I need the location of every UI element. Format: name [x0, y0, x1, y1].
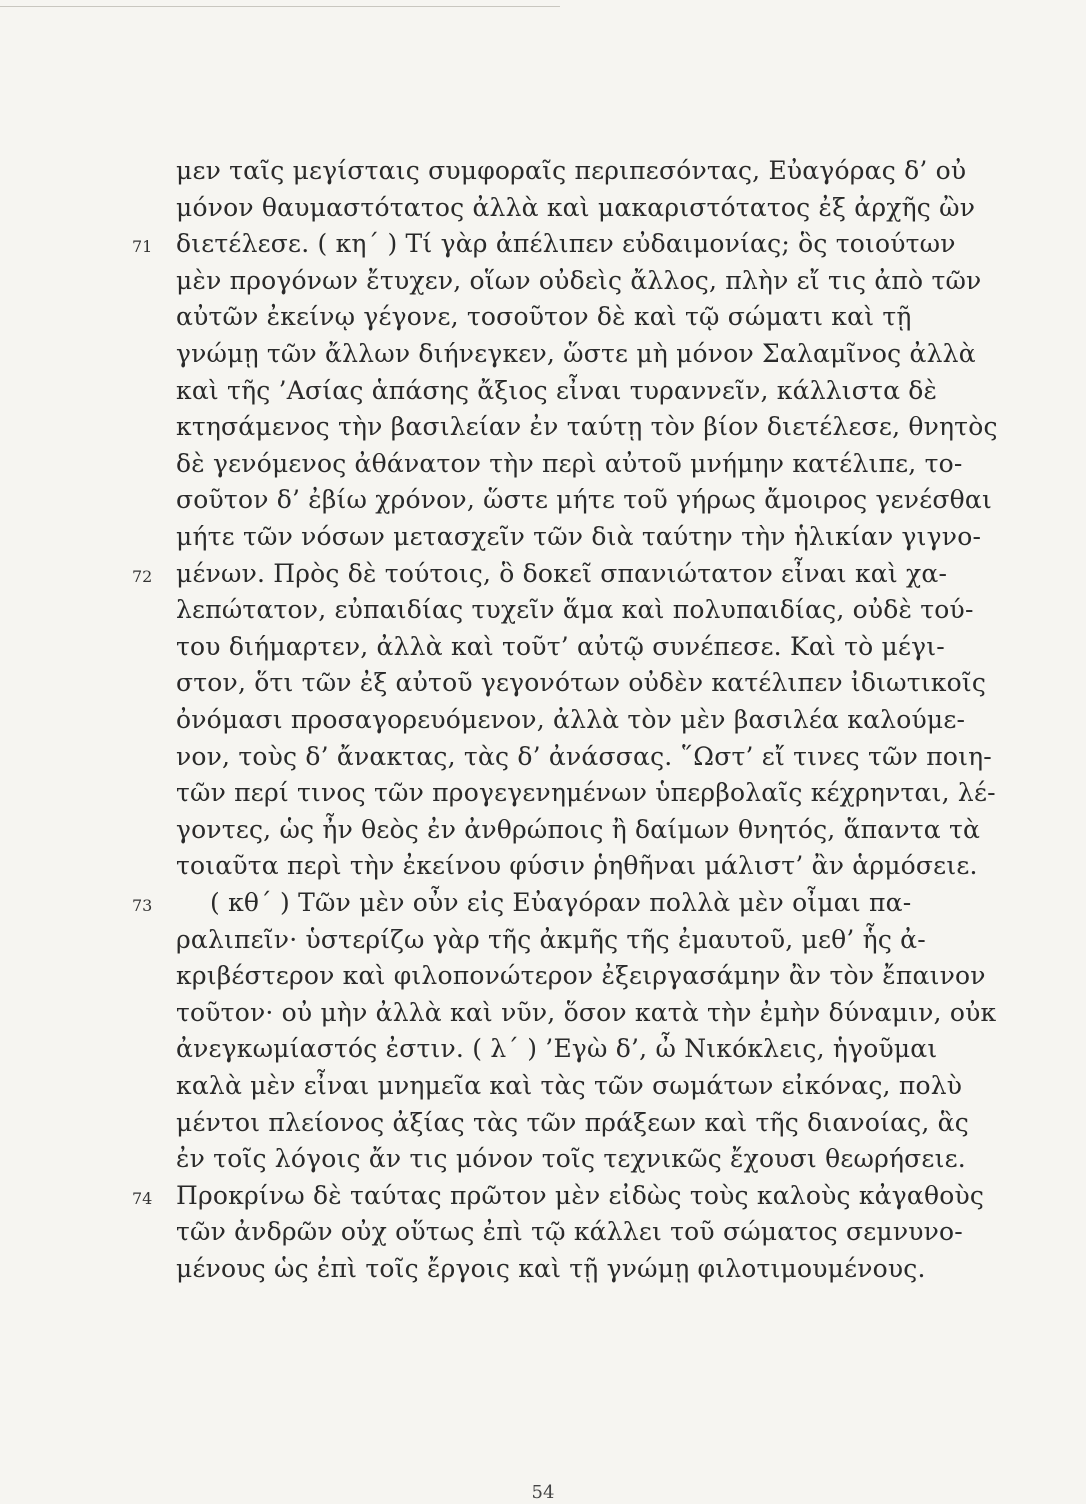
text-line: κτησάμενος τὴν βασιλείαν ἐν ταύτῃ τὸν βίον διετέλεσε, θνητὸς [176, 412, 998, 442]
text-line: μένους ὡς ἐπὶ τοῖς ἔργοις καὶ τῇ γνώμῃ φιλοτιμουμένους. [176, 1254, 926, 1283]
text-line: τῶν ἀνδρῶν οὐχ οὕτως ἐπὶ τῷ κάλλει τοῦ σώματος σεμνυνο- [176, 1217, 963, 1247]
text-line: μεν ταῖς μεγίσταις συμφοραῖς περιπεσόντας, Εὐαγόρας δ’ οὐ [176, 156, 967, 185]
text-line: δὲ γενόμενος ἀθάνατον τὴν περὶ αὐτοῦ μνήμην κατέλιπε, το- [176, 448, 963, 478]
text-line: μόνον θαυμαστότατος ἀλλὰ καὶ μακαριστότατος ἐξ ἀρχῆς ὢν [176, 192, 976, 222]
text-line: ἀνεγκωμίαστός ἐστιν. ( λ΄ ) ’Εγὼ δ’, ὦ Νικόκλεις, ἡγοῦμαι [176, 1034, 938, 1064]
text-line: μήτε τῶν νόσων μετασχεῖν τῶν διὰ ταύτην τὴν ἡλικίαν γιγνο- [176, 522, 982, 551]
text-line: ἐν τοῖς λόγοις ἄν τις μόνον τοῖς τεχνικῶς ἔχουσι θεωρήσειε. [176, 1144, 966, 1174]
text-line: γοντες, ὡς ἦν θεὸς ἐν ἀνθρώποις ἢ δαίμων θνητός, ἅπαντα τὰ [176, 814, 981, 844]
section-number: 72 [132, 566, 153, 586]
section-number: 74 [132, 1188, 153, 1208]
text-line: του διήμαρτεν, ἀλλὰ καὶ τοῦτ’ αὐτῷ συνέπεσε. Καὶ τὸ μέγι- [176, 631, 945, 661]
text-line: τῶν περί τινος τῶν προγεγενημένων ὑπερβολαῖς κέχρηνται, λέ- [176, 778, 996, 808]
text-line: διετέλεσε. ( κη΄ ) Τί γὰρ ἀπέλιπεν εὐδαιμονίας; ὃς τοιούτων [176, 229, 956, 259]
text-line: ραλιπεῖν· ὑστερίζω γὰρ τῆς ἀκμῆς τῆς ἐμαυτοῦ, μεθ’ ἧς ἀ- [176, 924, 926, 954]
text-line: καὶ τῆς ’Ασίας ἁπάσης ἄξιος εἶναι τυραννεῖν, κάλλιστα δὲ [176, 375, 938, 405]
text-line: ( κθ΄ ) Τῶν μὲν οὖν εἰς Εὐαγόραν πολλὰ μὲν οἶμαι πα- [210, 888, 912, 917]
text-line: ὀνόμασι προσαγορευόμενον, ἀλλὰ τὸν μὲν βασιλέα καλούμε- [176, 705, 966, 734]
text-line: μένων. Πρὸς δὲ τούτοις, ὃ δοκεῖ σπανιώτατον εἶναι καὶ χα- [176, 558, 948, 588]
text-line: μέντοι πλείονος ἀξίας τὰς τῶν πράξεων καὶ τῆς διανοίας, ἃς [176, 1107, 969, 1137]
section-number: 71 [132, 237, 153, 257]
text-line: γνώμῃ τῶν ἄλλων διήνεγκεν, ὥστε μὴ μόνον Σαλαμῖνος ἀλλὰ [176, 339, 976, 368]
text-line: σοῦτον δ’ ἐβίω χρόνον, ὥστε μήτε τοῦ γήρως ἄμοιρος γενέσθαι [176, 485, 992, 515]
text-line: τοιαῦτα περὶ τὴν ἐκείνου φύσιν ῥηθῆναι μάλιστ’ ἂν ἁρμόσειε. [176, 851, 978, 881]
page-number: 54 [531, 1482, 555, 1503]
text-line: καλὰ μὲν εἶναι μνημεῖα καὶ τὰς τῶν σωμάτων εἰκόνας, πολὺ [176, 1071, 963, 1100]
text-line: μὲν προγόνων ἔτυχεν, οἵων οὐδεὶς ἄλλος, πλὴν εἴ τις ἀπὸ τῶν [176, 265, 982, 295]
text-line: νον, τοὺς δ’ ἄνακτας, τὰς δ’ ἀνάσσας. ῞Ωστ’ εἴ τινες τῶν ποιη- [176, 741, 992, 771]
text-line: αὐτῶν ἐκείνῳ γέγονε, τοσοῦτον δὲ καὶ τῷ σώματι καὶ τῇ [176, 302, 912, 332]
text-line: τοῦτον· οὐ μὴν ἀλλὰ καὶ νῦν, ὅσον κατὰ τὴν ἐμὴν δύναμιν, οὐκ [176, 997, 997, 1027]
text-line: λεπώτατον, εὐπαιδίας τυχεῖν ἅμα καὶ πολυπαιδίας, οὐδὲ τού- [176, 595, 974, 625]
text-line: στον, ὅτι τῶν ἐξ αὐτοῦ γεγονότων οὐδὲν κατέλιπεν ἰδιωτικοῖς [176, 668, 987, 698]
text-line: κριβέστερον καὶ φιλοπονώτερον ἐξειργασάμην ἂν τὸν ἔπαινον [176, 961, 986, 991]
section-number: 73 [132, 896, 153, 915]
text-line: Προκρίνω δὲ ταύτας πρῶτον μὲν εἰδὼς τοὺς καλοὺς κἀγαθοὺς [176, 1180, 985, 1210]
